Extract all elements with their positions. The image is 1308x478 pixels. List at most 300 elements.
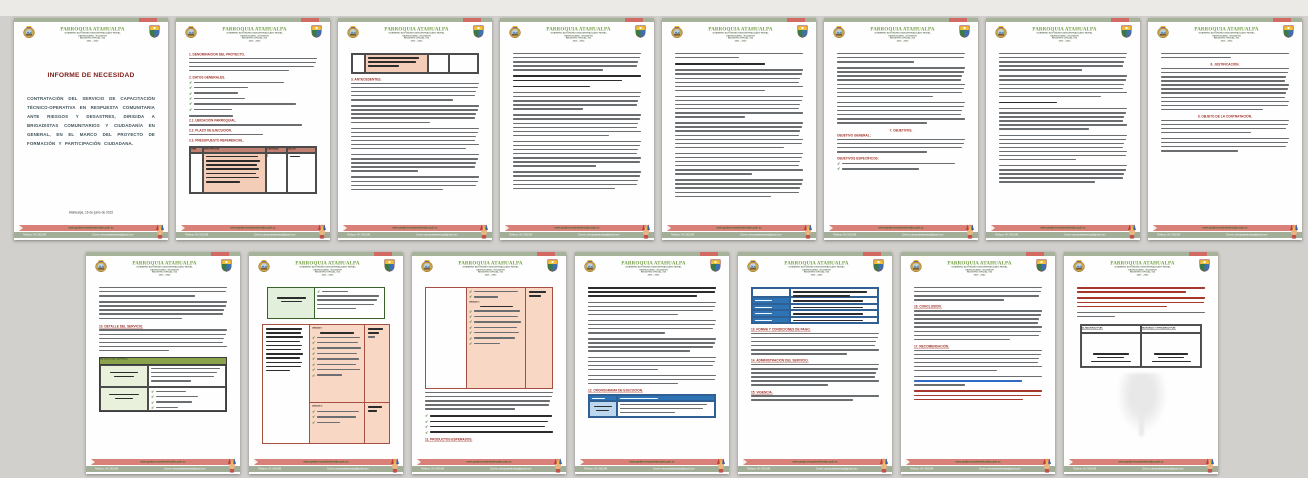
letterhead-subline: GOBIERNO AUTÓNOMO DESCENTRALIZADO RURAL xyxy=(462,266,519,269)
text-line xyxy=(999,135,1127,136)
text-line xyxy=(151,372,217,373)
checkmark-icon xyxy=(837,167,840,170)
coat-of-arms-icon xyxy=(22,25,36,44)
bullet-item xyxy=(189,81,317,84)
table-cell xyxy=(589,401,617,417)
text-line xyxy=(189,115,233,116)
mascot-icon xyxy=(1204,457,1216,473)
text-line xyxy=(1154,353,1188,355)
text-line xyxy=(999,165,1127,166)
text-line xyxy=(675,183,802,184)
text-line xyxy=(189,70,289,71)
text-line xyxy=(675,73,802,74)
date-col xyxy=(365,325,389,443)
checkmark-icon xyxy=(312,363,315,366)
page-2-thumbnail[interactable] xyxy=(176,18,330,240)
bullet-item xyxy=(312,341,362,344)
text-line xyxy=(793,300,863,302)
materials-label-cell xyxy=(268,288,314,318)
text-line xyxy=(588,346,713,347)
cost-table xyxy=(189,146,317,194)
text-line xyxy=(351,189,443,190)
parish-shield-icon xyxy=(149,25,160,43)
text-line xyxy=(914,354,1041,355)
text-line xyxy=(513,57,640,58)
section-heading: 14. ADMINISTRACIÓN DEL SERVICIO. xyxy=(751,359,809,363)
text-line xyxy=(351,181,478,182)
letterhead-subline xyxy=(434,274,547,277)
page-8-thumbnail[interactable] xyxy=(1148,18,1302,240)
text-line xyxy=(675,57,739,58)
table-row xyxy=(100,387,226,411)
text-line xyxy=(793,313,863,315)
date-col xyxy=(526,288,552,388)
ribbon-red-accent xyxy=(537,252,555,256)
page-body xyxy=(1077,287,1205,452)
letterhead-subline: 2021 - 2023 xyxy=(321,273,334,277)
footer-email: Correo: parroquiaatahualpa@gmail.com xyxy=(816,467,858,470)
text-line xyxy=(351,99,453,100)
text-line xyxy=(588,314,678,315)
letterhead-text xyxy=(846,25,959,42)
text-line xyxy=(474,343,500,344)
text-line xyxy=(368,332,379,334)
page-3-thumbnail[interactable] xyxy=(338,18,492,240)
cover-date-text: Atahualpa, 16 de junio de 2022 xyxy=(68,211,114,215)
checkmark-icon xyxy=(189,97,192,100)
text-line xyxy=(206,156,258,158)
text-line xyxy=(1161,97,1285,98)
mascot-icon xyxy=(878,457,890,473)
footer-email: Correo: parroquiaatahualpa@gmail.com xyxy=(740,233,782,236)
checkmark-icon xyxy=(312,415,315,418)
text-line xyxy=(914,331,1041,332)
footer-website xyxy=(417,459,561,465)
footer-phone xyxy=(258,466,327,472)
letterhead-subline: GOBIERNO AUTÓNOMO DESCENTRALIZADO RURAL xyxy=(951,266,1008,269)
table-fragment xyxy=(351,53,479,74)
text-line xyxy=(277,297,306,299)
letterhead-subline: GOBIERNO AUTÓNOMO DESCENTRALIZADO RURAL xyxy=(788,266,845,269)
section-heading: 13. FORMA Y CONDICIONES DE PAGO. xyxy=(751,328,811,332)
checkmark-icon xyxy=(469,326,472,329)
page-6-thumbnail[interactable] xyxy=(824,18,978,240)
text-line xyxy=(266,345,302,347)
text-line xyxy=(588,310,713,311)
text-line xyxy=(1097,357,1124,359)
letterhead-subline: SANTA ELENA - ECUADOR xyxy=(476,268,505,271)
footer-contact-bar xyxy=(824,232,978,238)
text-line xyxy=(999,69,1082,70)
text-line xyxy=(351,105,479,106)
text-line xyxy=(351,176,479,177)
text-line xyxy=(317,416,356,417)
text-line xyxy=(1161,150,1238,151)
text-line xyxy=(513,175,640,176)
checkmark-icon xyxy=(469,320,472,323)
text-line xyxy=(1077,316,1115,317)
checkmark-icon xyxy=(425,414,428,417)
text-line xyxy=(1161,84,1289,85)
text-line xyxy=(914,395,1041,397)
text-line xyxy=(588,357,716,358)
text-line xyxy=(425,400,550,401)
text-line xyxy=(368,61,416,63)
letterhead-subline: REGISTRO OFICIAL 193 xyxy=(727,37,754,40)
text-line xyxy=(1161,109,1263,110)
text-line xyxy=(1077,297,1205,299)
text-line xyxy=(351,109,478,110)
table-title xyxy=(100,358,226,364)
footer-phone: Teléfono: 04 2 901345 xyxy=(421,467,445,470)
text-line xyxy=(675,143,802,144)
checkmark-icon xyxy=(469,315,472,318)
text-line xyxy=(430,431,553,433)
letterhead-title: PARROQUIA ATAHUALPA xyxy=(784,260,849,266)
checkmark-icon xyxy=(312,347,315,350)
text-line xyxy=(751,333,879,334)
text-line xyxy=(837,118,965,119)
page-letterhead xyxy=(909,259,1047,285)
footer-website: www.gadparroquialatahualpa.gob.ec xyxy=(1202,226,1248,230)
coat-of-arms-icon xyxy=(94,259,108,278)
footer-contact-bar xyxy=(412,466,566,472)
cover-paragraph xyxy=(27,94,155,160)
text-line xyxy=(317,374,342,375)
table-cell xyxy=(266,153,287,193)
footer-website xyxy=(580,459,724,465)
viewer-top-band xyxy=(0,0,1308,16)
text-line xyxy=(755,300,772,301)
text-line xyxy=(480,306,513,308)
text-line xyxy=(351,158,478,159)
text-line xyxy=(999,143,1124,144)
table-row xyxy=(752,288,878,297)
text-line xyxy=(675,157,802,158)
letterhead-subline: SANTA ELENA - ECUADOR xyxy=(888,34,917,37)
page-body xyxy=(189,53,317,218)
parish-shield-icon xyxy=(384,259,395,277)
page-top-ribbon xyxy=(412,252,566,256)
letterhead-subline: SANTA ELENA - ECUADOR xyxy=(965,268,994,271)
text-line xyxy=(266,341,300,343)
text-line xyxy=(620,404,708,405)
bullet-item xyxy=(312,368,362,371)
text-line xyxy=(206,181,240,183)
page-body xyxy=(27,53,155,218)
text-line xyxy=(513,127,637,128)
coat-of-arms-icon xyxy=(508,25,522,44)
page-top-ribbon xyxy=(500,18,654,22)
footer-website xyxy=(667,225,811,231)
text-line xyxy=(620,408,703,409)
text-line xyxy=(351,140,475,141)
letterhead-title: PARROQUIA ATAHUALPA xyxy=(870,26,935,32)
text-line xyxy=(914,291,1041,292)
footer-website xyxy=(505,225,649,231)
letterhead-subline: SANTA ELENA - ECUADOR xyxy=(802,268,831,271)
text-line xyxy=(588,332,665,333)
text-line xyxy=(675,90,765,91)
page-9-thumbnail[interactable] xyxy=(86,252,240,474)
letterhead-subline: 2021 - 2023 xyxy=(86,39,99,43)
letterhead-subline: GOBIERNO AUTÓNOMO DESCENTRALIZADO RURAL xyxy=(388,32,445,35)
page-top-ribbon xyxy=(662,18,816,22)
page-top-ribbon xyxy=(86,252,240,256)
letterhead-text xyxy=(522,25,635,42)
footer-website xyxy=(1069,459,1213,465)
text-line xyxy=(751,384,828,385)
page-10-thumbnail[interactable] xyxy=(249,252,403,474)
text-line xyxy=(513,61,638,62)
bullet-item xyxy=(312,336,362,339)
text-line xyxy=(368,410,377,412)
text-line xyxy=(751,353,847,354)
text-line xyxy=(351,95,475,96)
text-line xyxy=(1161,128,1286,129)
table-cell xyxy=(148,365,226,387)
bullet-item xyxy=(312,363,362,366)
text-line xyxy=(513,184,637,185)
table-cell xyxy=(428,54,449,73)
text-line xyxy=(837,53,965,54)
text-line xyxy=(513,114,641,115)
bullet-item xyxy=(312,374,362,377)
footer-phone xyxy=(910,466,979,472)
section-heading: OBJETIVO GENERAL: xyxy=(837,134,871,138)
text-line xyxy=(189,124,302,125)
footer-website-bar xyxy=(91,459,235,465)
parish-shield-icon xyxy=(959,25,970,43)
letterhead-subline: REGISTRO OFICIAL 193 xyxy=(79,37,106,40)
letterhead-subline xyxy=(846,40,959,43)
bullet-item xyxy=(189,92,317,95)
page-5-thumbnail[interactable] xyxy=(662,18,816,240)
letterhead-subline: SANTA ELENA - ECUADOR xyxy=(1050,34,1079,37)
page-top-ribbon xyxy=(249,252,403,256)
page-4-thumbnail[interactable] xyxy=(500,18,654,240)
page-15-thumbnail[interactable] xyxy=(1064,252,1218,474)
letterhead-subline xyxy=(108,274,221,277)
text-line xyxy=(513,118,640,119)
letterhead-subline xyxy=(597,274,710,277)
text-line xyxy=(114,376,133,378)
text-line xyxy=(99,313,223,314)
text-line xyxy=(999,128,1089,129)
footer-phone: Teléfono: 04 2 901345 xyxy=(23,233,47,236)
bullet-item xyxy=(312,357,362,360)
qty-value xyxy=(267,154,286,162)
text-line xyxy=(999,96,1101,97)
text-line xyxy=(588,379,715,380)
text-line xyxy=(109,394,138,396)
text-line xyxy=(368,406,382,408)
mascot-icon xyxy=(1288,223,1300,239)
text-line xyxy=(206,164,257,166)
bullet-item xyxy=(312,410,362,413)
ribbon-red-accent xyxy=(863,252,881,256)
detail-col xyxy=(466,288,526,388)
bullet-item xyxy=(312,347,362,350)
coat-of-arms-icon xyxy=(420,259,434,278)
page-letterhead xyxy=(746,259,884,285)
text-line xyxy=(999,181,1095,182)
page-12-thumbnail[interactable] xyxy=(575,252,729,474)
parish-shield-icon xyxy=(635,25,646,43)
text-line xyxy=(351,185,476,186)
letterhead-subline: SANTA ELENA - ECUADOR xyxy=(1212,34,1241,37)
text-line xyxy=(588,369,658,370)
letterhead-subline: 2021 - 2023 xyxy=(647,273,660,277)
bullet-item xyxy=(425,431,553,434)
letterhead-text xyxy=(1008,25,1121,42)
checkmark-icon xyxy=(469,310,472,313)
table-row xyxy=(1081,333,1202,367)
text-line xyxy=(675,116,745,117)
letterhead-subline: REGISTRO OFICIAL 193 xyxy=(314,271,341,274)
text-line xyxy=(914,366,1042,367)
letterhead-subline: 2021 - 2023 xyxy=(1220,39,1233,43)
text-line xyxy=(751,345,875,346)
text-line xyxy=(474,337,515,338)
page-letterhead xyxy=(832,25,970,51)
text-line xyxy=(194,87,248,88)
coat-of-arms-icon xyxy=(994,25,1008,44)
footer-website: www.gadparroquialatahualpa.gob.ec xyxy=(955,460,1001,464)
text-line xyxy=(837,61,914,62)
checkmark-icon xyxy=(189,102,192,105)
footer-phone: Teléfono: 04 2 901345 xyxy=(95,467,119,470)
text-line xyxy=(675,86,803,87)
page-body xyxy=(513,53,641,218)
section-heading: 2.2. PLAZO DE EJECUCIÓN. xyxy=(189,129,232,133)
text-line xyxy=(914,339,1010,340)
text-line xyxy=(837,75,962,76)
text-line xyxy=(620,412,675,413)
letterhead-subline xyxy=(198,40,311,43)
checkmark-icon xyxy=(189,81,192,84)
letterhead-subline: GOBIERNO AUTÓNOMO DESCENTRALIZADO RURAL xyxy=(625,266,682,269)
bullet-item xyxy=(837,162,965,165)
text-line xyxy=(206,173,256,175)
text-line xyxy=(351,136,476,137)
unit1-cell xyxy=(310,325,364,403)
coat-of-arms-icon xyxy=(670,25,684,44)
footer-website xyxy=(906,459,1050,465)
letterhead-subline xyxy=(1170,40,1283,43)
letterhead-subline: REGISTRO OFICIAL 193 xyxy=(477,271,504,274)
text-line xyxy=(1161,57,1231,58)
checkmark-icon xyxy=(317,290,320,293)
text-line xyxy=(351,144,479,145)
text-line xyxy=(1077,306,1167,308)
text-line xyxy=(842,168,919,169)
page-14-thumbnail[interactable] xyxy=(901,252,1055,474)
text-line xyxy=(751,341,876,342)
section-heading: 15. VIGENCIA. xyxy=(751,390,773,395)
text-line xyxy=(99,305,226,306)
letterhead-subline xyxy=(760,274,873,277)
text-line xyxy=(290,156,300,158)
letterhead-subline: GOBIERNO AUTÓNOMO DESCENTRALIZADO RURAL xyxy=(226,32,283,35)
letterhead-subline: 2021 - 2023 xyxy=(896,39,909,43)
footer-phone xyxy=(509,232,578,238)
text-line xyxy=(513,65,637,66)
text-line xyxy=(513,135,609,136)
mascot-icon xyxy=(964,223,976,239)
ribbon-red-accent xyxy=(949,18,967,22)
page-1-thumbnail[interactable] xyxy=(14,18,168,240)
letterhead-title: PARROQUIA ATAHUALPA xyxy=(60,26,125,32)
text-line xyxy=(675,169,803,170)
tree-watermark xyxy=(1113,373,1171,439)
page-13-thumbnail[interactable] xyxy=(738,252,892,474)
text-line xyxy=(513,69,603,70)
page-7-thumbnail[interactable] xyxy=(986,18,1140,240)
checkmark-icon xyxy=(425,420,428,423)
text-line xyxy=(1161,120,1289,121)
letterhead-subline: REGISTRO OFICIAL 193 xyxy=(640,271,667,274)
bullet-item xyxy=(837,167,965,170)
text-line xyxy=(266,357,300,359)
footer-website-bar xyxy=(580,459,724,465)
text-line xyxy=(914,384,965,385)
text-line xyxy=(99,309,224,310)
text-line xyxy=(513,86,590,88)
checkmark-icon xyxy=(312,410,315,413)
bullet-item xyxy=(189,86,317,89)
text-line xyxy=(837,71,964,72)
letterhead-title: PARROQUIA ATAHUALPA xyxy=(384,26,449,32)
footer-contact-bar xyxy=(14,232,168,238)
text-line xyxy=(588,338,716,339)
text-line xyxy=(837,96,933,97)
page-11-thumbnail[interactable] xyxy=(412,252,566,474)
mascot-icon xyxy=(715,457,727,473)
checkmark-icon xyxy=(312,368,315,371)
text-line xyxy=(914,390,1042,392)
ribbon-red-accent xyxy=(700,252,718,256)
ribbon-red-accent xyxy=(1273,18,1291,22)
coat-of-arms-icon xyxy=(184,25,198,44)
page-top-ribbon xyxy=(1064,252,1218,256)
section-heading: 2.3. PRESUPUESTO REFERENCIAL. xyxy=(189,139,244,143)
footer-contact-bar xyxy=(338,232,492,238)
text-line xyxy=(513,145,640,146)
text-line xyxy=(588,324,715,325)
text-line xyxy=(837,143,964,144)
text-line xyxy=(351,132,478,133)
text-line xyxy=(266,332,301,334)
text-line xyxy=(675,69,803,70)
bullet-item xyxy=(312,352,362,355)
footer-website: www.gadparroquialatahualpa.gob.ec xyxy=(140,460,186,464)
text-line xyxy=(588,365,713,366)
text-line xyxy=(914,370,997,371)
text-line xyxy=(588,350,690,351)
footer-phone: Teléfono: 04 2 901345 xyxy=(347,233,371,236)
text-line xyxy=(266,366,301,368)
coat-of-arms-icon xyxy=(746,259,760,278)
letterhead-subline: SANTA ELENA - ECUADOR xyxy=(313,268,342,271)
mascot-icon xyxy=(154,223,166,239)
letterhead-subline: GOBIERNO AUTÓNOMO DESCENTRALIZADO RURAL xyxy=(136,266,193,269)
page-letterhead xyxy=(346,25,484,51)
page-letterhead xyxy=(94,259,232,285)
text-line xyxy=(1161,92,1286,93)
text-line xyxy=(513,157,641,158)
bullet-item xyxy=(151,406,223,409)
